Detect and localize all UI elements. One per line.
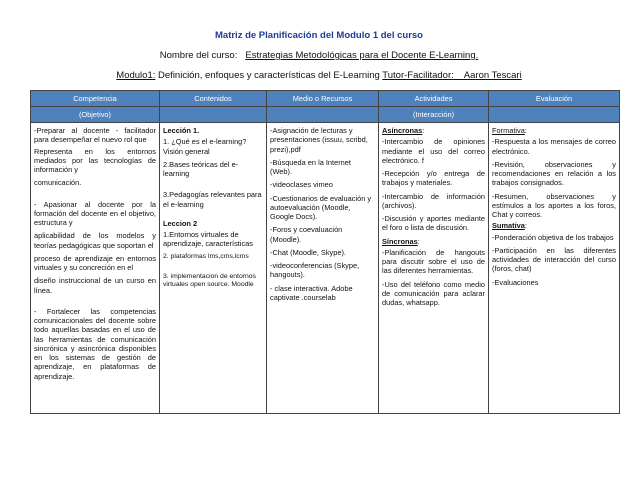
module-label: Modulo1: [116, 70, 156, 81]
module-value: Definición, enfoques y características del E-Learning [155, 70, 380, 81]
header-medios: Medio o Recursos [267, 91, 379, 107]
cell-medios [267, 123, 379, 414]
competencia-text: diseño instruccional de un curso en línea. [34, 276, 156, 295]
actividad-item: -Recepción y/o entrega de trabajos y materiales. [382, 169, 485, 188]
cell-actividades: Asíncronas: -Intercambio de opiniones mediante el uso del correo electrónico. f -Recepción y/o entrega de trabajos y materiales. -Intercambio de información (archivos). -Discusión y aportes mediante el foro o lista de discusión. Síncronas: -Planificación de hangouts para discutir sobre el uso de las diferentes herramientas. -Uso del teléfono como medio de comunicación para aclarar dudas, whatsapp. [379, 123, 489, 414]
header-competencia: Competencia [31, 91, 160, 107]
medio-item: -Cuestionarios de evaluación y autoevaluación (Moodle, Google Docs). [270, 193, 372, 221]
sincronas-label: Síncronas [382, 236, 418, 246]
course-name-value: Estrategias Metodológicas para el Docente E-Learning. [245, 50, 479, 61]
leccion2-title: Leccion 2 [163, 218, 198, 228]
evaluacion-item: -Resumen, observaciones y estímulos a los aportes a los foros, Chat y correos. [492, 191, 616, 219]
cell-competencia [31, 123, 160, 414]
actividad-item: -Intercambio de opiniones mediante el uso del correo electrónico. f [382, 137, 485, 165]
medio-item: -videoclases vimeo [270, 180, 333, 190]
medio-item: -Búsqueda en la Internet (Web). [270, 157, 351, 176]
subheader-objetivo: (Objetivo) [31, 107, 160, 123]
actividad-item: -Planificación de hangouts para discutir sobre el uso de las diferentes herramientas. [382, 247, 485, 276]
leccion2-item: 1.Entornos virtuales de aprendizaje, características [163, 230, 253, 249]
leccion1-item: 1. ¿Qué es el e-learning? Visión general [163, 137, 247, 156]
course-name-label: Nombre del curso: [159, 50, 238, 61]
evaluacion-item: -Evaluaciones [492, 277, 539, 287]
subheader-empty-2 [267, 107, 379, 123]
evaluacion-item: -Participación en las diferentes actividades de interacción del curso (foros, chat) [492, 245, 616, 274]
competencia-text: -Preparar al docente - facilitador para desempeñar el nuevo rol que [34, 126, 156, 145]
course-name-line [0, 50, 638, 61]
competencia-text: Representa en los entornos mediados por las tecnologías de información y [34, 146, 156, 174]
tutor-label: Tutor-Facilitador: [382, 70, 454, 81]
content-row [31, 123, 620, 414]
header-evaluacion: Evaluación [489, 91, 620, 107]
subheader-row [31, 107, 620, 123]
competencia-text: proceso de aprendizaje en entornos virtuales y su concreción en el [34, 253, 156, 272]
leccion2-item: 2. plataformas lms,cms,lcms [163, 252, 249, 260]
medio-item: -Asignación de lecturas y presentaciones (issuu, scribd, prezi),pdf [270, 126, 368, 154]
leccion1-item: 2.Bases teóricas del e-learning [163, 159, 239, 178]
competencia-text: - Apasionar al docente por la formación del docente en el objetivo, estructura y [34, 199, 156, 227]
medio-item: - clase interactiva. Adobe captivate .courselab [270, 283, 353, 302]
actividad-item: -Discusión y aportes mediante el foro o lista de discusión. [382, 214, 485, 233]
header-contenidos: Contenidos [160, 91, 267, 107]
module-line [0, 70, 638, 81]
medio-item: -Foros y coevaluación (Moodle). [270, 225, 343, 244]
planning-matrix [30, 90, 620, 414]
subheader-interaccion: (Interacción) [379, 107, 489, 123]
tutor-value: Aaron Tescari [453, 70, 522, 81]
competencia-text: aplicabilidad de los modelos y teorías pedagógicas que soportan el [34, 231, 156, 250]
evaluacion-item: -Revisión, observaciones y recomendaciones en relación a los trabajos consignados. [492, 159, 616, 188]
subheader-empty-1 [160, 107, 267, 123]
header-actividades: Actividades [379, 91, 489, 107]
leccion1-item: 3.Pedagogías relevantes para el e-learning [163, 190, 262, 209]
header-row [31, 91, 620, 107]
asincronas-label: Asíncronas [382, 126, 423, 135]
competencia-text: comunicación. [34, 178, 82, 188]
leccion1-title: Lección 1. [163, 126, 200, 135]
cell-contenidos [160, 123, 267, 414]
medio-item: -videoconferencias (Skype, hangouts). [270, 261, 360, 280]
medio-item: -Chat (Moodle, Skype). [270, 247, 346, 257]
actividad-item: -Uso del teléfono como medio de comunicación para aclarar dudas, whatsapp. [382, 279, 485, 307]
evaluacion-item: -Respuesta a los mensajes de correo electrónico. [492, 137, 616, 156]
competencia-text: - Fortalecer las competencias comunicacionales del docente sobre todo aquellas basadas en el uso de las herramientas de comunicación sincrónica y asincrónica disponibles en los sistemas de gestión de aprendizaje, en plataformas de aprendizaje. [34, 306, 156, 381]
formativa-label: Formativa [492, 126, 525, 135]
subheader-empty-4 [489, 107, 620, 123]
sumativa-label: Sumativa [492, 221, 525, 231]
cell-evaluacion: Formativa: -Respuesta a los mensajes de correo electrónico. -Revisión, observaciones y recomendaciones en relación a los trabajos consignados. -Resumen, observaciones y estímulos a los aportes a los foros, Chat y correos. Sumativa: -Ponderación objetiva de los trabajos -Participación en las diferentes actividades de interacción del curso (foros, chat) -Evaluaciones [489, 123, 620, 414]
actividad-item: -Intercambio de información (archivos). [382, 191, 485, 210]
leccion2-item: 3. implementacion de entornos virtuales open source. Moodle [163, 272, 256, 289]
evaluacion-item: -Ponderación objetiva de los trabajos [492, 232, 614, 242]
document-title: Matriz de Planificación del Modulo 1 del curso [215, 30, 423, 41]
